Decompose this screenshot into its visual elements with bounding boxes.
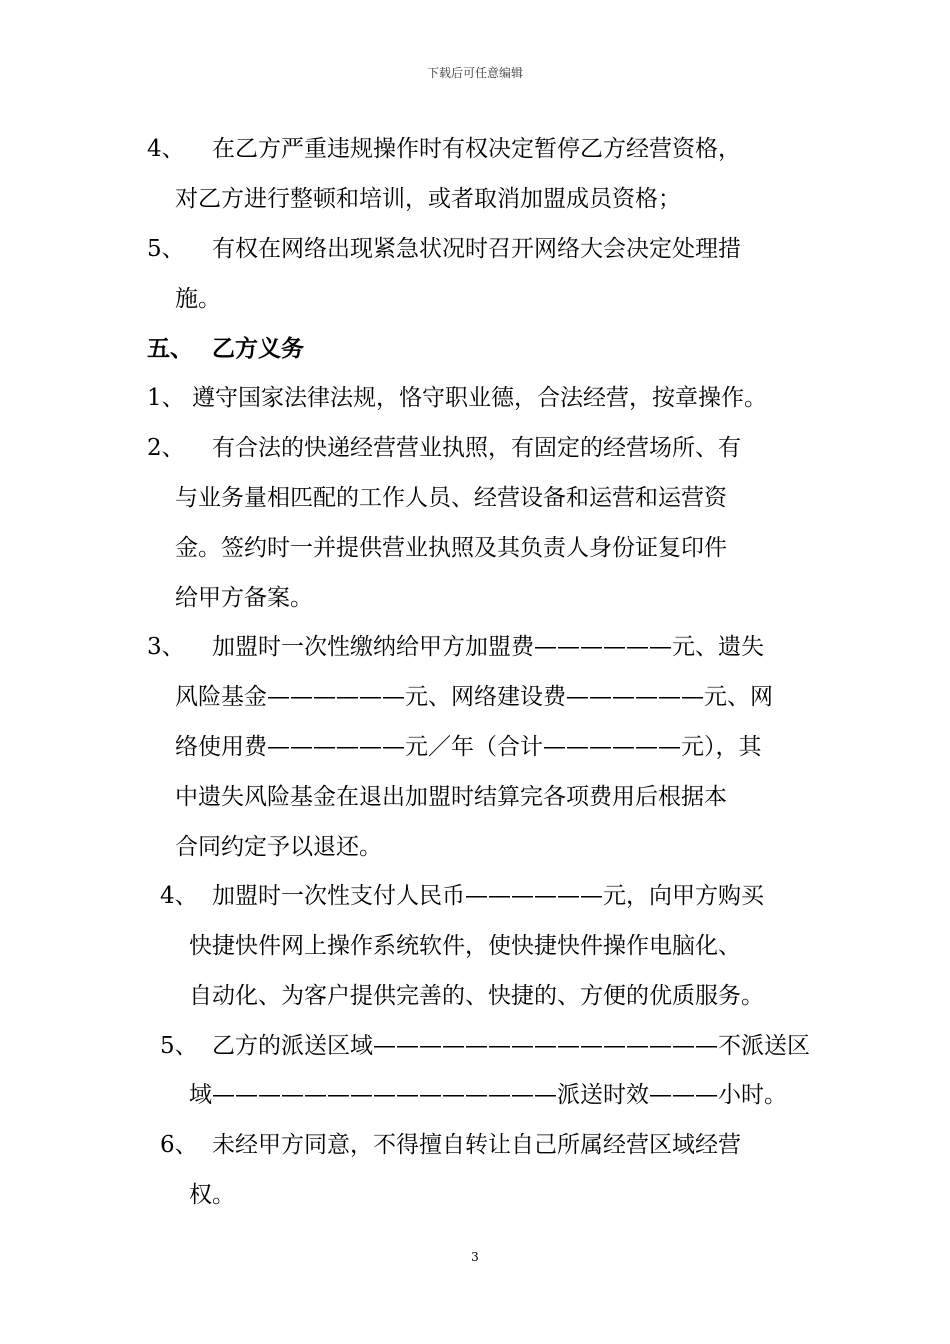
item-text-line: 合同约定予以退还。 — [175, 834, 382, 860]
item-text-line: 有合法的快递经营营业执照，有固定的经营场所、有 — [212, 435, 741, 461]
item-text-line: 快捷快件网上操作系统软件，使快捷快件操作电脑化、 — [189, 933, 741, 959]
page-number: 3 — [471, 1250, 479, 1264]
item-text-line: 施。 — [175, 286, 221, 312]
item-text-line: 在乙方严重违规操作时有权决定暂停乙方经营资格， — [212, 136, 741, 162]
item-number: 5、 — [147, 236, 185, 262]
item-text-line: 风险基金——————元、网络建设费——————元、网 — [175, 684, 773, 710]
item-text-line: 1、 遵守国家法律法规，恪守职业德，合法经营，按章操作。 — [147, 385, 767, 411]
item-text-line: 自动化、为客户提供完善的、快捷的、方便的优质服务。 — [189, 983, 764, 1009]
item-text-line: 加盟时一次性缴纳给甲方加盟费——————元、遗失 — [212, 634, 764, 660]
item-text-line: 权。 — [189, 1182, 235, 1208]
item-text-line: 与业务量相匹配的工作人员、经营设备和运营和运营资 — [175, 485, 727, 511]
item-text-line: 络使用费——————元／年（合计——————元），其 — [175, 734, 762, 760]
section-title: 乙方义务 — [212, 335, 304, 362]
item-number: 5、 — [160, 1033, 198, 1059]
page-header: 下载后可任意编辑 — [426, 66, 523, 80]
item-number: 4、 — [160, 883, 198, 909]
item-text-line: 有权在网络出现紧急状况时召开网络大会决定处理措 — [212, 236, 741, 262]
item-text-line: 未经甲方同意，不得擅自转让自己所属经营区域经营 — [212, 1132, 741, 1158]
item-number: 4、 — [147, 136, 185, 162]
section-number: 五、 — [147, 335, 193, 362]
item-text-line: 对乙方进行整顿和培训，或者取消加盟成员资格； — [175, 186, 681, 212]
item-text-line: 金。签约时一并提供营业执照及其负责人身份证复印件 — [175, 535, 727, 561]
item-text-line: 给甲方备案。 — [175, 585, 313, 611]
item-text-line: 乙方的派送区域———————————————不派送区 — [212, 1033, 810, 1059]
item-text-line: 中遗失风险基金在退出加盟时结算完各项费用后根据本 — [175, 784, 727, 810]
item-number: 3、 — [147, 634, 185, 660]
item-text-line: 域———————————————派送时效———小时。 — [189, 1082, 787, 1108]
item-number: 2、 — [147, 435, 185, 461]
item-text-line: 加盟时一次性支付人民币——————元，向甲方购买 — [212, 883, 764, 909]
item-number: 6、 — [160, 1132, 198, 1158]
